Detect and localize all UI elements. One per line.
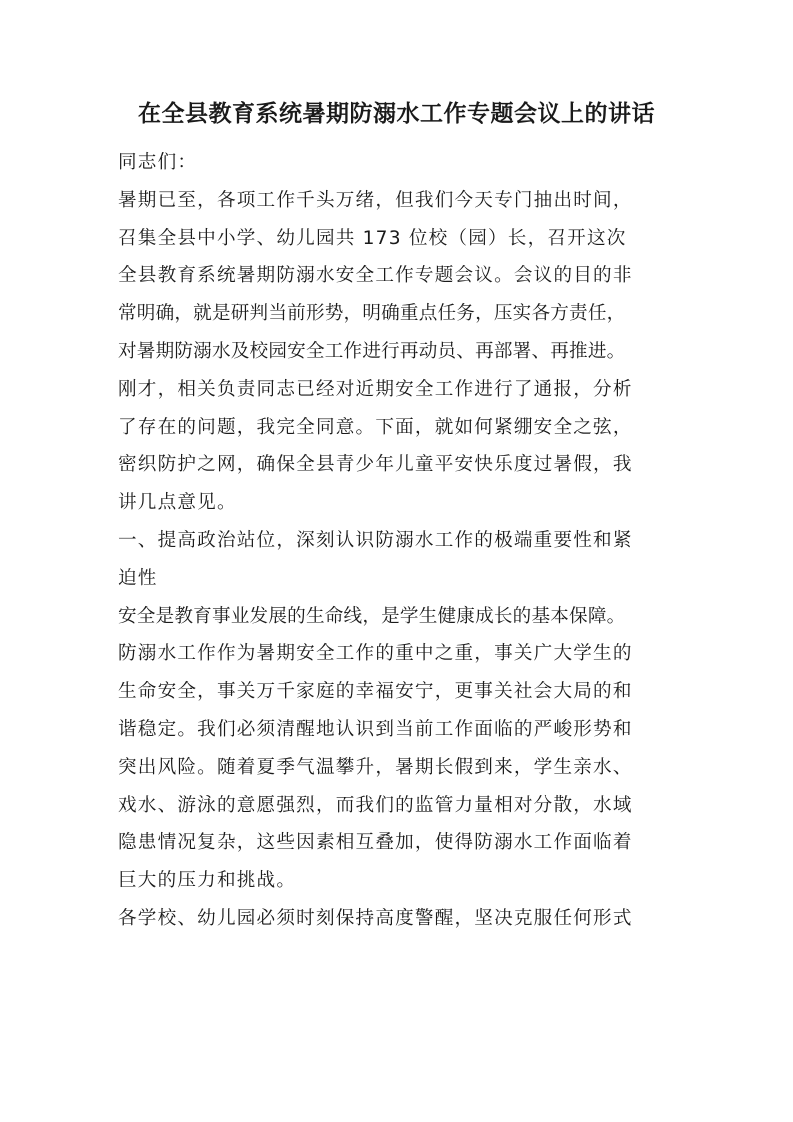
paragraph-line: 同志们： [118, 152, 198, 173]
paragraph-line: 谐稳定。我们必须清醒地认识到当前工作面临的严峻形势和 [118, 718, 633, 740]
paragraph-line: 暑期已至，各项工作千头万绪，但我们今天专门抽出时间， [118, 189, 633, 211]
paragraph-line: 讲几点意见。 [118, 492, 237, 514]
paragraph-line: 突出风险。随着夏季气温攀升，暑期长假到来，学生亲水、 [118, 756, 633, 778]
section-heading: 一、提高政治站位，深刻认识防溺水工作的极端重要性和紧 [118, 529, 633, 551]
paragraph-line: 戏水、游泳的意愿强烈，而我们的监管力量相对分散，水域 [118, 794, 633, 816]
paragraph-line: 巨大的压力和挑战。 [118, 870, 297, 892]
paragraph-line: 常明确，就是研判当前形势，明确重点任务，压实各方责任， [118, 303, 626, 325]
paragraph-line: 对暑期防溺水及校园安全工作进行再动员、再部署、再推进。 [118, 340, 626, 362]
paragraph-line: 全县教育系统暑期防溺水安全工作专题会议。会议的目的非 [118, 265, 633, 287]
paragraph-line: 召集全县中小学、幼儿园共 173 位校（园）长，召开这次 [118, 227, 627, 249]
section-heading: 迫性 [118, 567, 158, 589]
document-body [118, 144, 698, 938]
paragraph-line: 刚才，相关负责同志已经对近期安全工作进行了通报，分析 [118, 378, 633, 400]
paragraph-line: 生命安全，事关万千家庭的幸福安宁，更事关社会大局的和 [118, 681, 633, 703]
paragraph-line: 密织防护之网，确保全县青少年儿童平安快乐度过暑假，我 [118, 454, 633, 476]
paragraph-line: 防溺水工作作为暑期安全工作的重中之重，事关广大学生的 [118, 643, 633, 665]
paragraph-line: 安全是教育事业发展的生命线，是学生健康成长的基本保障。 [118, 605, 626, 627]
document-title: 在全县教育系统暑期防溺水工作专题会议上的讲话 [138, 101, 655, 127]
paragraph-line: 了存在的问题，我完全同意。下面，就如何紧绷安全之弦， [118, 416, 633, 438]
paragraph-line: 隐患情况复杂，这些因素相互叠加，使得防溺水工作面临着 [118, 832, 633, 854]
paragraph-line: 各学校、幼儿园必须时刻保持高度警醒，坚决克服任何形式 [118, 907, 633, 929]
